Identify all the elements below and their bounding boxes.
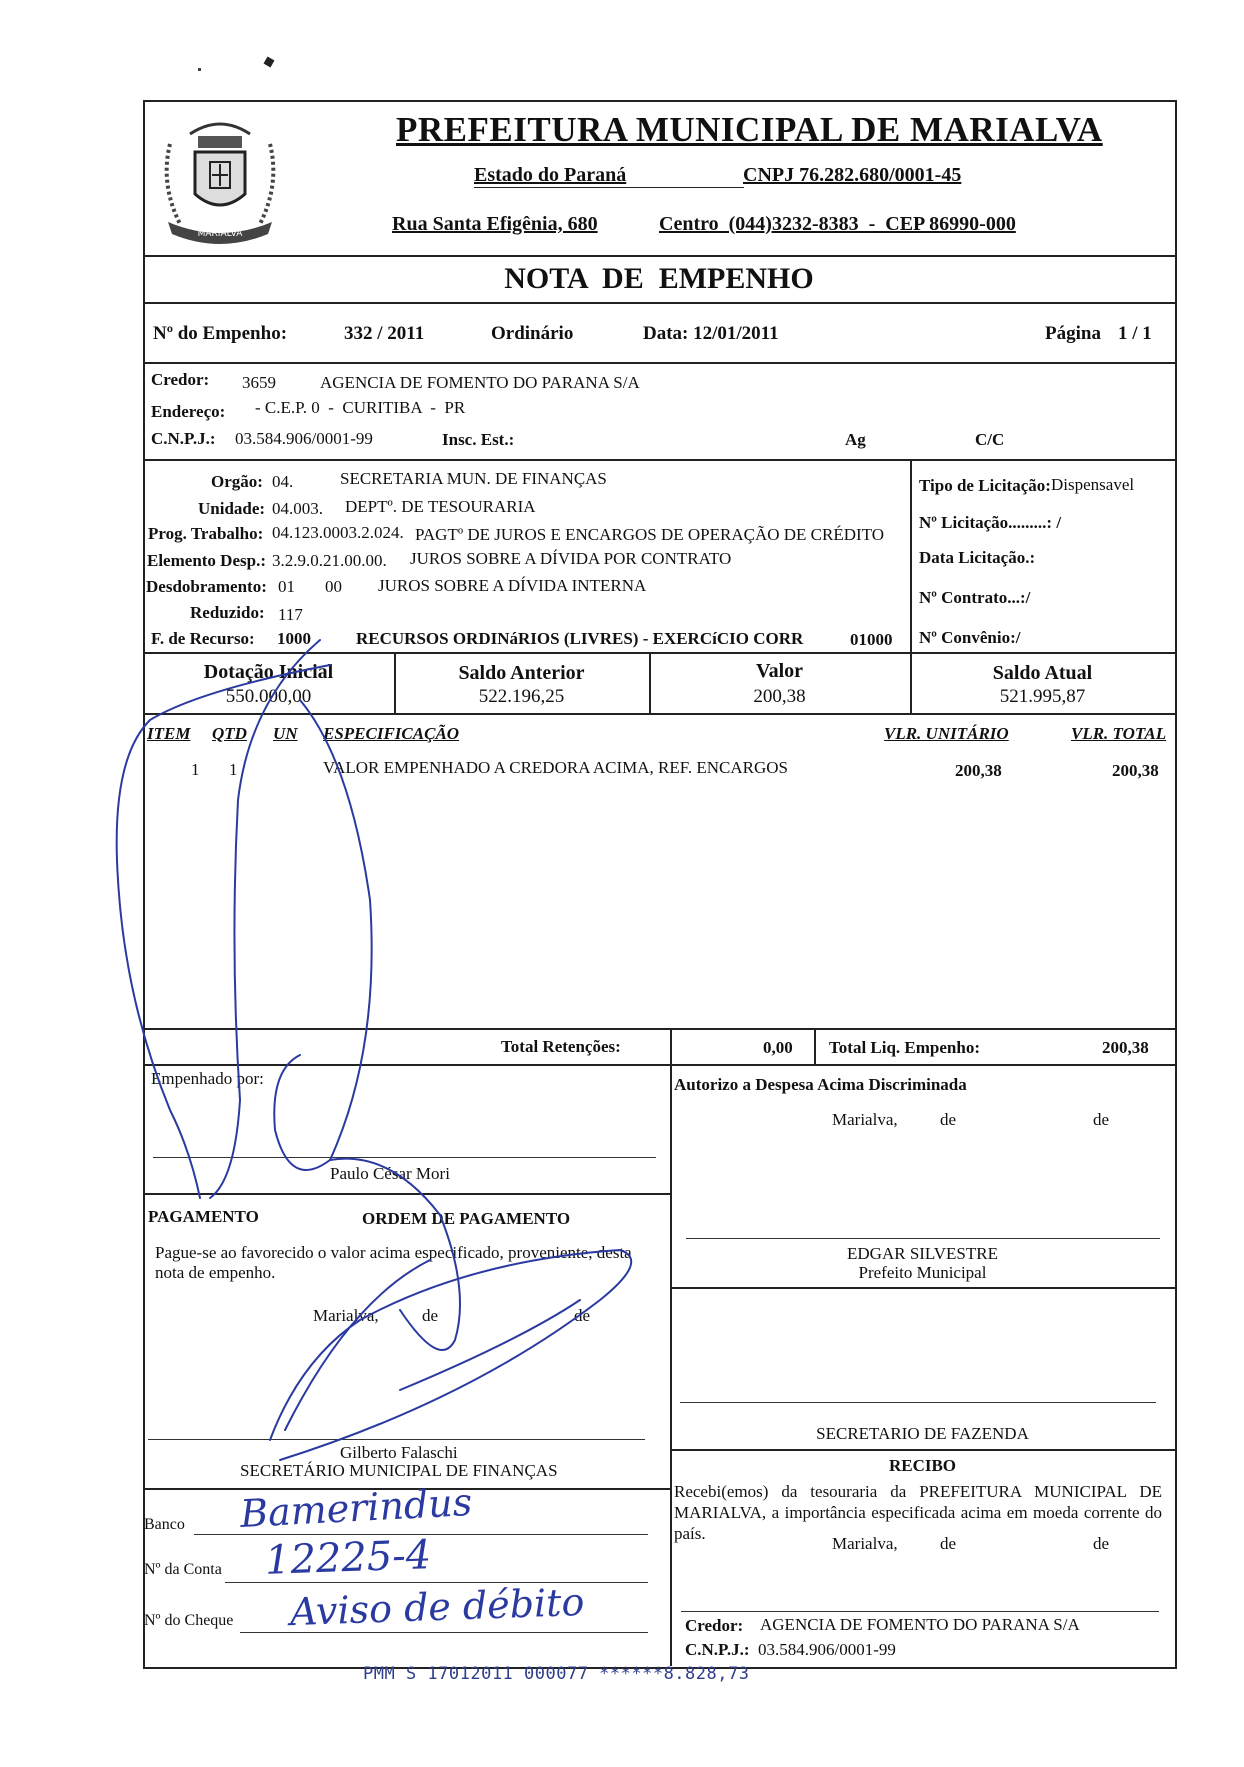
banco-label: Banco	[144, 1516, 185, 1533]
row-unit: 200,38	[955, 761, 1002, 780]
licitacao-date: Data Licitação.:	[919, 548, 1036, 567]
pagamento-de2: de	[574, 1306, 591, 1325]
prog-name: PAGTº DE JUROS E ENCARGOS DE OPERAÇÃO DE CRÉDITO	[415, 525, 885, 544]
licitacao-number: Nº Licitação.........: /	[919, 513, 1062, 532]
licitacao-convenio: Nº Convênio:/	[919, 628, 1021, 647]
creditor-address: - C.E.P. 0 - CURITIBA - PR	[255, 398, 466, 417]
reduzido-label: Reduzido:	[190, 603, 265, 622]
liq-value: 200,38	[1102, 1038, 1149, 1057]
recibo-credor-name: AGENCIA DE FOMENTO DO PARANA S/A	[760, 1615, 1080, 1634]
unidade-name: DEPTº. DE TESOURARIA	[345, 497, 536, 516]
empenhado-label: Empenhado por:	[151, 1069, 264, 1088]
autorizo-de1: de	[940, 1110, 957, 1129]
autorizo-de2: de	[1093, 1110, 1110, 1129]
empenho-type: Ordinário	[491, 323, 574, 344]
prefeito-title: Prefeito Municipal	[858, 1263, 987, 1282]
prog-code: 04.123.0003.2.024.	[272, 523, 404, 542]
orgao-label: Orgão:	[211, 472, 263, 491]
recurso-num: 01000	[850, 630, 893, 649]
cc-label: C/C	[975, 430, 1005, 449]
secretario-title: SECRETÁRIO MUNICIPAL DE FINANÇAS	[240, 1461, 558, 1480]
valor-value: 200,38	[753, 686, 806, 707]
col-item: ITEM	[147, 724, 191, 743]
col-un: UN	[273, 724, 298, 743]
header-title: PREFEITURA MUNICIPAL DE MARIALVA	[396, 110, 1103, 149]
creditor-code: 3659	[242, 373, 276, 392]
recibo-cnpj: 03.584.906/0001-99	[758, 1640, 896, 1659]
creditor-name: AGENCIA DE FOMENTO DO PARANA S/A	[320, 373, 640, 392]
header-district-phone: Centro (044)3232-8383 - CEP 86990-000	[659, 213, 1016, 235]
elemento-code: 3.2.9.0.21.00.00.	[272, 551, 387, 570]
conta-handwriting: 12225-4	[264, 1532, 432, 1584]
ordem-label: ORDEM DE PAGAMENTO	[362, 1209, 571, 1228]
ag-label: Ag	[845, 430, 866, 449]
row-total: 200,38	[1112, 761, 1159, 780]
dotacao-value: 550.000,00	[225, 686, 312, 707]
desdob-a: 01	[278, 577, 295, 596]
empenho-label: Nº do Empenho:	[153, 323, 288, 344]
prog-label: Prog. Trabalho:	[148, 524, 264, 543]
fazenda-title: SECRETARIO DE FAZENDA	[816, 1424, 1029, 1443]
autorizo-label: Autorizo a Despesa Acima Discriminada	[674, 1075, 967, 1094]
recibo-credor-label: Credor:	[685, 1616, 744, 1635]
desdob-b: 00	[325, 577, 342, 596]
svg-text:MARIALVA: MARIALVA	[197, 229, 243, 239]
prefeito-name: EDGAR SILVESTRE	[847, 1244, 998, 1263]
licitacao-type-value: Dispensavel	[1051, 475, 1135, 494]
cheque-label: Nº do Cheque	[144, 1612, 234, 1629]
recibo-title: RECIBO	[888, 1456, 957, 1475]
empenho-number: 332 / 2011	[344, 323, 425, 344]
pagamento-label: PAGAMENTO	[148, 1207, 259, 1226]
liq-label: Total Liq. Empenho:	[829, 1038, 980, 1057]
reduzido-value: 117	[278, 605, 303, 624]
unidade-code: 04.003.	[272, 499, 323, 518]
row-qtd: 1	[229, 760, 238, 779]
page-number: 1 / 1	[1118, 323, 1152, 344]
unidade-label: Unidade:	[198, 499, 266, 518]
recibo-de1: de	[940, 1534, 957, 1553]
header-address: Rua Santa Efigênia, 680	[392, 213, 598, 235]
address-label: Endereço:	[151, 402, 226, 421]
cheque-handwriting: Aviso de débito	[289, 1579, 586, 1635]
cnpj-label: C.N.P.J.:	[151, 429, 216, 448]
recurso-label: F. de Recurso:	[151, 629, 255, 648]
document-title: NOTA DE EMPENHO	[504, 262, 814, 295]
recurso-code: 1000	[277, 629, 311, 648]
orgao-code: 04.	[272, 472, 294, 491]
elemento-name: JUROS SOBRE A DÍVIDA POR CONTRATO	[410, 549, 732, 568]
empenho-date: Data: 12/01/2011	[643, 323, 779, 344]
autorizo-place: Marialva,	[832, 1110, 898, 1129]
header-cnpj: CNPJ 76.282.680/0001-45	[743, 164, 962, 186]
col-qtd: QTD	[212, 724, 247, 743]
page-label: Página	[1045, 323, 1101, 344]
retencoes-value: 0,00	[763, 1038, 793, 1057]
pagamento-de1: de	[422, 1306, 439, 1325]
creditor-cnpj: 03.584.906/0001-99	[235, 429, 373, 448]
retencoes-label: Total Retenções:	[501, 1037, 621, 1056]
saldo-anterior-value: 522.196,25	[478, 686, 565, 707]
valor-label: Valor	[755, 660, 804, 682]
recibo-place: Marialva,	[832, 1534, 898, 1553]
saldo-atual-label: Saldo Atual	[992, 662, 1093, 684]
saldo-atual-value: 521.995,87	[999, 686, 1086, 707]
desdob-label: Desdobramento:	[146, 577, 267, 596]
header-state: Estado do Paraná	[474, 164, 627, 186]
dotacao-label: Dotação Inicial	[203, 661, 334, 683]
row-spec: VALOR EMPENHADO A CREDORA ACIMA, REF. ENCARGOS	[323, 758, 788, 777]
secretario-name: Gilberto Falaschi	[340, 1443, 458, 1462]
desdob-name: JUROS SOBRE A DÍVIDA INTERNA	[378, 576, 647, 595]
saldo-anterior-label: Saldo Anterior	[458, 662, 585, 684]
recurso-name: RECURSOS ORDINáRIOS (LIVRES) - EXERCíCIO CORR	[356, 629, 804, 648]
recibo-de2: de	[1093, 1534, 1110, 1553]
insc-label: Insc. Est.:	[442, 430, 515, 449]
col-unit-value: VLR. UNITÁRIO	[884, 724, 1009, 743]
creditor-label: Credor:	[151, 370, 210, 389]
licitacao-contract: Nº Contrato...:/	[919, 588, 1031, 607]
conta-label: Nº da Conta	[144, 1561, 222, 1578]
col-total-value: VLR. TOTAL	[1071, 724, 1167, 743]
pagamento-place: Marialva,	[313, 1306, 379, 1325]
col-spec: ESPECIFICAÇÃO	[323, 724, 460, 743]
orgao-name: SECRETARIA MUN. DE FINANÇAS	[340, 469, 607, 488]
bank-stamp: PMM S 17012011 000077 ******8.828,73	[363, 1664, 750, 1684]
licitacao-type-label: Tipo de Licitação:	[919, 476, 1051, 495]
pague-text: Pague-se ao favorecido o valor acima especificado, proveniente, desta nota de empenho.	[155, 1243, 632, 1282]
recibo-cnpj-label: C.N.P.J.:	[685, 1640, 750, 1659]
empenhado-name: Paulo César Mori	[330, 1164, 450, 1183]
row-item: 1	[191, 760, 200, 779]
elemento-label: Elemento Desp.:	[147, 551, 266, 570]
recibo-text: Recebi(emos) da tesouraria da PREFEITURA MUNICIPAL DE MARIALVA, a importância especificada acima em moeda corrente do país.	[674, 1482, 1162, 1543]
banco-handwriting: Bamerindus	[239, 1479, 474, 1537]
